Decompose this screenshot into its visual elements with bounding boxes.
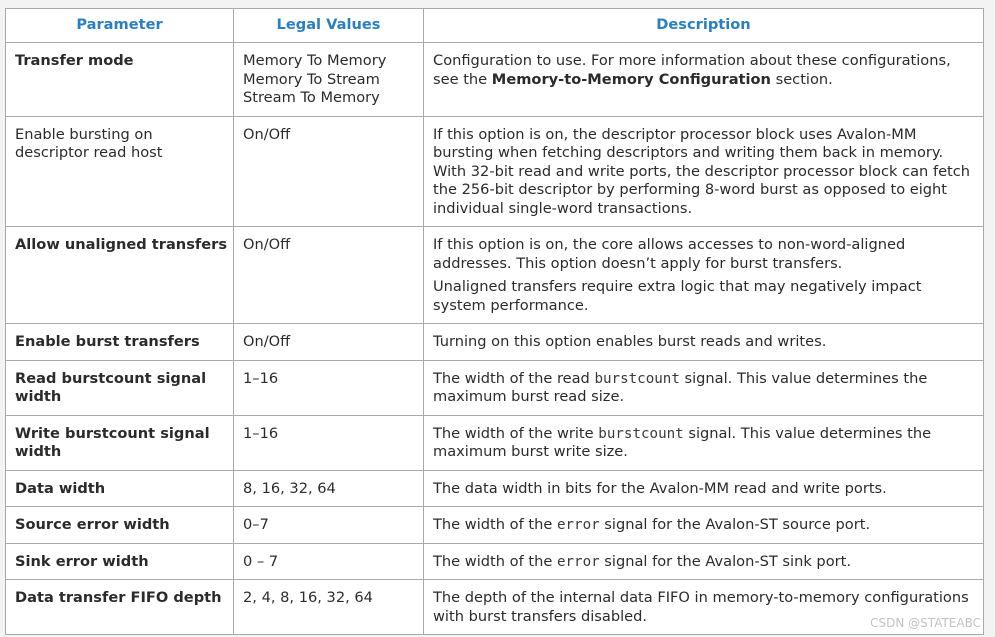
table-row	[6, 507, 984, 544]
legal-value: Memory To Memory	[243, 52, 387, 69]
table-row	[6, 580, 984, 635]
legal-value: On/Off	[243, 236, 291, 253]
description-cell	[424, 324, 984, 361]
param-name: Write burstcount signal width	[15, 424, 210, 460]
param-name: Read burstcount signal width	[15, 369, 207, 405]
description-text: signal for the Avalon-ST sink port.	[599, 552, 851, 570]
description-text: Turning on this option enables burst reads and writes.	[433, 333, 827, 350]
param-name: Data width	[15, 479, 106, 497]
legal-value: On/Off	[243, 333, 291, 350]
description-text: The width of the	[433, 552, 557, 570]
parameters-table	[5, 8, 984, 635]
param-name-cell	[6, 415, 234, 470]
legal-values-cell	[234, 415, 424, 470]
section-reference: Memory-to-Memory Configuration	[491, 70, 771, 88]
param-name-cell	[6, 507, 234, 544]
param-name: Data transfer FIFO depth	[15, 589, 222, 606]
legal-value: 8, 16, 32, 64	[243, 479, 336, 497]
header-row	[6, 9, 984, 43]
table-row	[6, 324, 984, 361]
table-row	[6, 227, 984, 324]
param-name-cell	[6, 470, 234, 507]
legal-values-cell	[234, 543, 424, 580]
legal-values-cell	[234, 580, 424, 635]
param-name-cell	[6, 580, 234, 635]
legal-value: 1–16	[243, 424, 279, 442]
table-row	[6, 116, 984, 227]
signal-name: error	[556, 517, 600, 533]
param-name-cell	[6, 360, 234, 415]
param-name: Sink error width	[15, 552, 149, 570]
description-cell	[424, 415, 984, 470]
description-text: signal. This value determines the maximum burst write size.	[433, 424, 932, 460]
description-cell	[424, 227, 984, 324]
description-text: section.	[770, 70, 833, 88]
param-name: Enable burst transfers	[15, 333, 200, 350]
legal-values-cell	[234, 324, 424, 361]
description-text: The width of the write	[433, 424, 599, 442]
legal-value: Stream To Memory	[243, 89, 380, 106]
description-text: The width of the	[433, 516, 557, 533]
description-text: Configuration to use. For more information about these configurations, see the	[433, 52, 951, 88]
header-description: Description	[424, 9, 984, 43]
description-cell	[424, 470, 984, 507]
legal-values-cell	[234, 360, 424, 415]
legal-values-cell	[234, 116, 424, 227]
param-name-cell	[6, 227, 234, 324]
table-row	[6, 43, 984, 117]
param-name: Transfer mode	[15, 52, 134, 69]
signal-name: burstcount	[594, 370, 680, 387]
description-text: signal. This value determines the maximum burst read size.	[433, 369, 928, 405]
param-name: Source error width	[15, 516, 170, 533]
description-cell	[424, 360, 984, 415]
legal-values-cell	[234, 507, 424, 544]
param-name: Allow unaligned transfers	[15, 236, 228, 253]
legal-value: 1–16	[243, 369, 279, 387]
description-text: If this option is on, the core allows accesses to non-word-aligned addresses. This option doesn’t apply for burst transfers.	[433, 236, 906, 272]
legal-value: 0 – 7	[243, 552, 279, 570]
description-text: If this option is on, the descriptor processor block uses Avalon-MM bursting when fetching descriptors and writing them back in memory. With 32-bit read and write ports, the descriptor processor block can fetch the 256-bit descriptor by performing 8-word burst as opposed to eight individual single-word transactions.	[433, 125, 971, 217]
description-note: Unaligned transfers require extra logic that may negatively impact system performance.	[433, 278, 922, 314]
table-row	[6, 543, 984, 580]
signal-name: error	[556, 553, 600, 570]
header-legal-values: Legal Values	[234, 9, 424, 43]
legal-value: 2, 4, 8, 16, 32, 64	[243, 589, 373, 606]
description-text: The data width in bits for the Avalon-MM read and write ports.	[433, 479, 887, 497]
header-parameter: Parameter	[6, 9, 234, 43]
param-name-cell	[6, 116, 234, 227]
legal-value: Memory To Stream	[243, 70, 380, 88]
watermark: CSDN @STATEABC	[870, 616, 981, 630]
param-name-cell	[6, 43, 234, 117]
description-text: signal for the Avalon-ST source port.	[599, 516, 871, 533]
legal-values-cell	[234, 227, 424, 324]
legal-values-cell	[234, 43, 424, 117]
description-text: The depth of the internal data FIFO in memory-to-memory configurations with burst transfers disabled.	[433, 589, 969, 625]
legal-values-cell	[234, 470, 424, 507]
signal-name: burstcount	[598, 425, 684, 442]
description-cell	[424, 43, 984, 117]
table-row	[6, 470, 984, 507]
description-cell	[424, 507, 984, 544]
legal-value: 0–7	[243, 516, 269, 533]
table-row	[6, 415, 984, 470]
param-name-cell	[6, 324, 234, 361]
description-text: The width of the read	[433, 369, 595, 387]
description-cell	[424, 116, 984, 227]
table-row	[6, 360, 984, 415]
legal-value: On/Off	[243, 125, 291, 143]
param-name-cell	[6, 543, 234, 580]
param-name: Enable bursting on descriptor read host	[15, 125, 163, 161]
description-cell	[424, 543, 984, 580]
